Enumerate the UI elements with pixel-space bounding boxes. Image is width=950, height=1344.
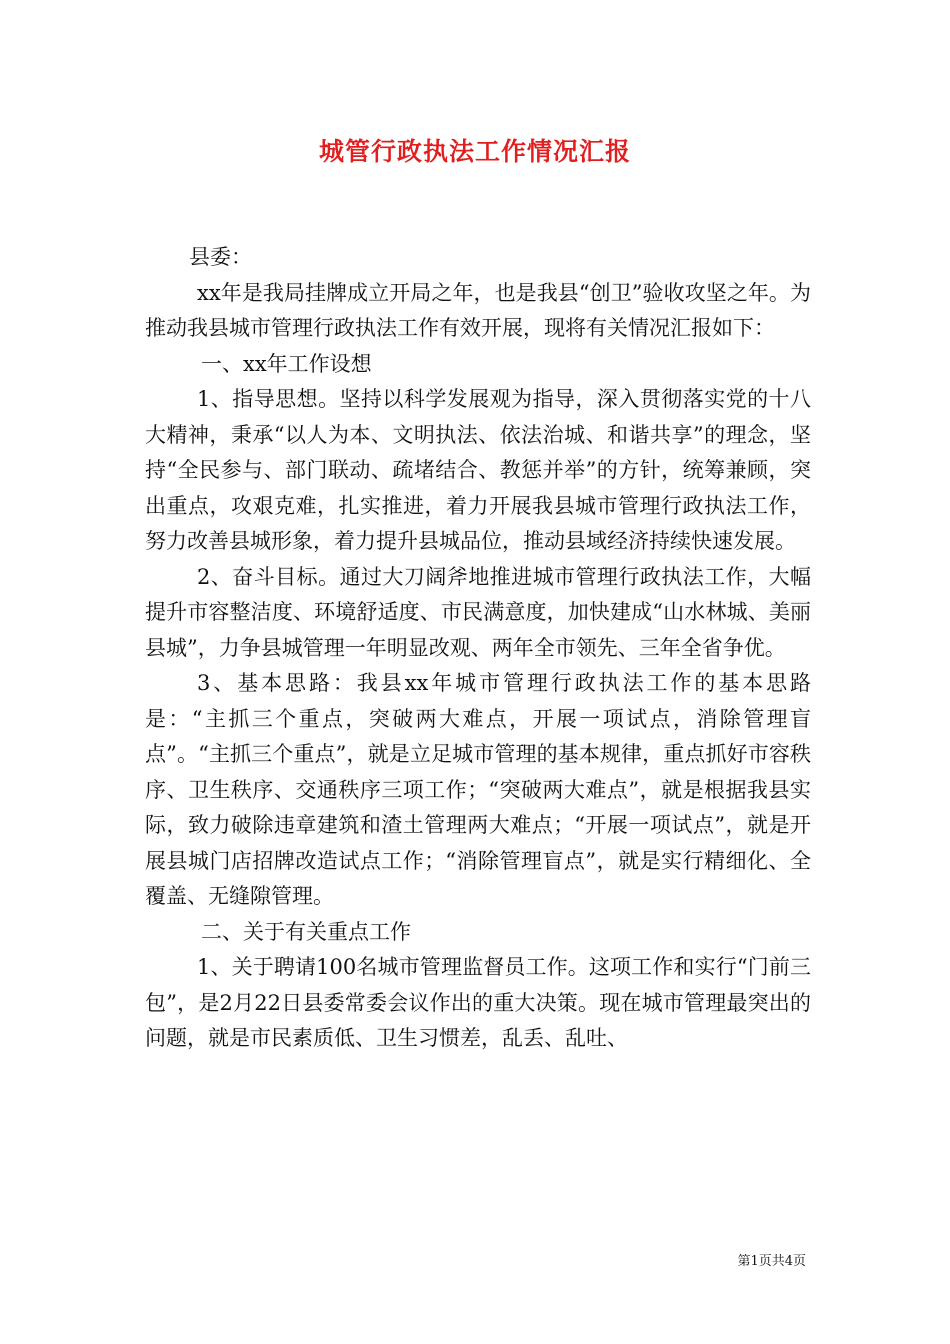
page-number: 第1页共4页 <box>737 1254 806 1269</box>
section1-item-goals: 2、奋斗目标。通过大刀阔斧地推进城市管理行政执法工作，大幅提升市容整洁度、环境舒适度、市民满意度，加快建成“山水林城、美丽县城”，力争县城管理一年明显改观、两年全市领先、三年全省争优。 <box>145 564 811 660</box>
salutation: 县委： <box>189 245 252 269</box>
section1-item-guiding-thought: 1、指导思想。坚持以科学发展观为指导，深入贯彻落实党的十八大精神，秉承“以人为本、文明执法、依法治城、和谐共享”的理念，坚持“全民参与、部门联动、疏堵结合、教惩并举”的方针，统筹兼顾，突出重点，攻艰克难，扎实推进，着力开展我县城市管理行政执法工作，努力改善县城形象，着力提升县城品位，推动县域经济持续快速发展。 <box>145 387 811 553</box>
section2-item-supervisors: 1、关于聘请100名城市管理监督员工作。这项工作和实行“门前三包”，是2月22日县委常委会议作出的重大决策。现在城市管理最突出的问题，就是市民素质低、卫生习惯差，乱丢、乱吐、 <box>145 955 811 1050</box>
section1-item-approach: 3、基本思路：我县xx年城市管理行政执法工作的基本思路是：“主抓三个重点，突破两大难点，开展一项试点，消除管理盲点”。“主抓三个重点”，就是立足城市管理的基本规律，重点抓好市容秩序、卫生秩序、交通秩序三项工作；“突破两大难点”，就是根据我县实际，致力破除违章建筑和渣土管理两大难点；“开展一项试点”，就是开展县城门店招牌改造试点工作；“消除管理盲点”，就是实行精细化、全覆盖、无缝隙管理。 <box>145 671 811 908</box>
section-heading-2: 二、关于有关重点工作 <box>201 919 411 944</box>
section-heading-1: 一、xx年工作设想 <box>201 351 372 376</box>
intro-paragraph: xx年是我局挂牌成立开局之年，也是我县“创卫”验收攻坚之年。为推动我县城市管理行政执法工作有效开展，现将有关情况汇报如下： <box>145 280 811 340</box>
document-body <box>145 240 811 1057</box>
document-title: 城管行政执法工作情况汇报 <box>318 137 631 166</box>
